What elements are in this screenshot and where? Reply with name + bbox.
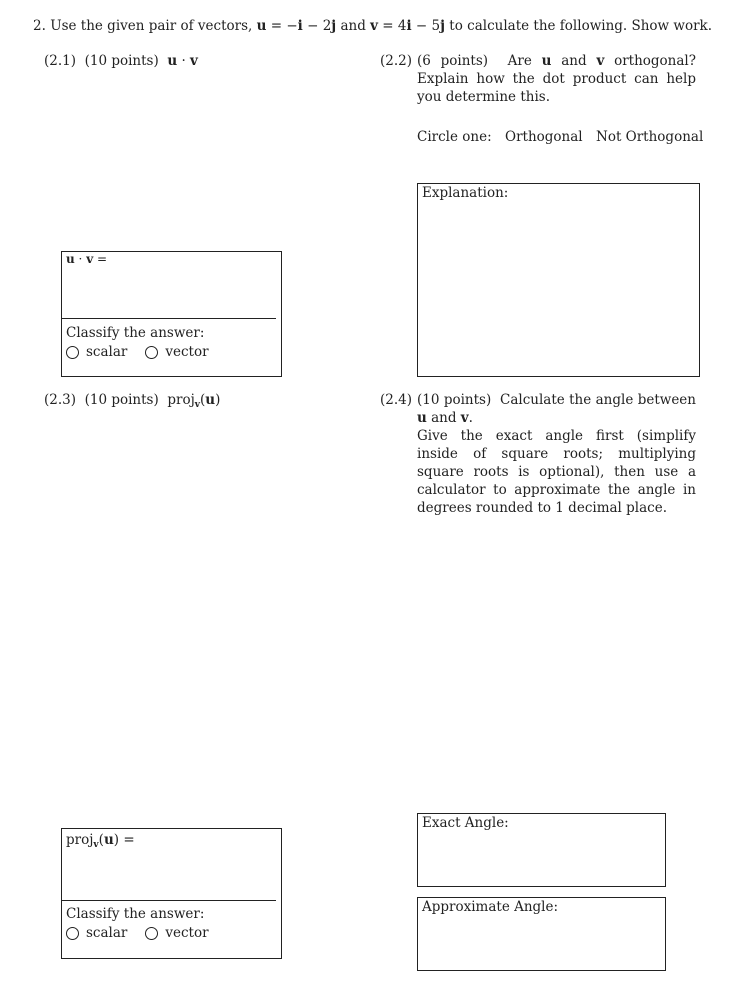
question-text-2: and xyxy=(551,53,597,69)
dot-symbol: · xyxy=(74,252,87,266)
and-word: and xyxy=(336,18,371,34)
part-2-2-number: (2.2) xyxy=(380,53,413,69)
classify-options xyxy=(66,925,209,941)
part-2-4-question xyxy=(417,391,696,427)
proj-text: proj xyxy=(167,392,195,408)
part-points: (10 points) xyxy=(84,392,159,408)
scalar-label: scalar xyxy=(86,344,128,360)
exact-angle-box[interactable] xyxy=(417,813,666,887)
part-2-1-heading xyxy=(44,53,198,69)
exact-angle-label: Exact Angle: xyxy=(422,815,509,831)
equals-sign: = xyxy=(266,18,287,34)
part-points: (10 points) xyxy=(84,53,159,69)
projection-box-label: proj$_v$(u) = xyxy=(66,832,135,850)
question-prefix: Use the given pair of vectors, xyxy=(50,18,253,34)
u-component-2: − 2 xyxy=(302,18,332,34)
orthogonal-option[interactable]: Orthogonal xyxy=(505,129,583,145)
question-text-1: Calculate the angle between xyxy=(500,392,696,408)
part-points: (10 points) xyxy=(417,392,492,408)
v-symbol: v xyxy=(86,252,94,266)
part-2-4-instructions: Give the exact angle first (simplify inside of square roots; multiplying square roots is optional), then use a calculator to approximate the angle in degrees rounded to 1 decimal place. xyxy=(417,428,696,516)
not-orthogonal-option[interactable]: Not Orthogonal xyxy=(596,129,704,145)
answer-divider xyxy=(62,318,276,319)
dot-product-answer-box[interactable] xyxy=(61,251,282,377)
approximate-angle-label: Approximate Angle: xyxy=(422,899,559,915)
u-symbol: u xyxy=(103,832,114,848)
v-component-1: 4 xyxy=(397,18,407,34)
u-symbol: u xyxy=(205,392,216,408)
classify-options xyxy=(66,344,209,360)
projection-answer-box[interactable] xyxy=(61,828,282,959)
question-header xyxy=(33,18,712,34)
circle-one-label: Circle one: xyxy=(417,129,492,145)
part-number: (2.1) xyxy=(44,53,77,69)
unit-j-symbol: j xyxy=(331,18,337,34)
vector-v-symbol: v xyxy=(370,18,378,34)
explanation-label: Explanation: xyxy=(422,185,509,201)
scalar-radio[interactable] xyxy=(66,346,79,359)
part-2-2-question xyxy=(417,52,696,106)
equals-sign-2: = xyxy=(378,18,398,34)
v-component-2: − 5 xyxy=(411,18,441,34)
classify-label: Classify the answer: xyxy=(66,906,205,922)
v-symbol: v xyxy=(190,53,198,69)
unit-j-symbol-2: j xyxy=(440,18,446,34)
question-text-3: orthogonal? Explain how the dot product can help you determine this. xyxy=(417,53,696,105)
part-number: (2.3) xyxy=(44,392,77,408)
unit-i-symbol: i xyxy=(297,18,303,34)
part-2-3-heading: (2.3) (10 points) proj$_v$(u) xyxy=(44,392,221,410)
dot-symbol: · xyxy=(177,53,191,69)
approximate-angle-box[interactable] xyxy=(417,897,666,971)
dot-product-box-label xyxy=(66,252,107,266)
u-symbol: u xyxy=(167,53,178,69)
question-text-1: Are xyxy=(507,53,542,69)
vector-label: vector xyxy=(165,925,209,941)
explanation-box[interactable] xyxy=(417,183,700,377)
question-suffix: to calculate the following. Show work. xyxy=(445,18,713,34)
v-symbol: v xyxy=(596,53,605,69)
proj-text: proj xyxy=(66,832,94,848)
proj-subscript-v: v xyxy=(194,400,200,410)
part-points: (6 points) xyxy=(417,53,489,69)
v-symbol: v xyxy=(460,410,469,426)
proj-subscript-v: v xyxy=(93,840,99,850)
u-symbol: u xyxy=(66,252,75,266)
vector-label: vector xyxy=(165,344,209,360)
scalar-radio[interactable] xyxy=(66,927,79,940)
question-number: 2. xyxy=(33,18,46,34)
equals-sign: = xyxy=(93,252,108,266)
vector-radio[interactable] xyxy=(145,927,158,940)
answer-divider xyxy=(62,900,276,901)
part-2-4-number: (2.4) xyxy=(380,392,413,408)
vector-u-symbol: u xyxy=(256,18,267,34)
unit-i-symbol-2: i xyxy=(406,18,412,34)
scalar-label: scalar xyxy=(86,925,128,941)
classify-label: Classify the answer: xyxy=(66,325,205,341)
equals-sign: = xyxy=(119,832,135,848)
u-symbol: u xyxy=(541,53,552,69)
question-text-3: . xyxy=(468,410,473,426)
vector-radio[interactable] xyxy=(145,346,158,359)
question-text-2: and xyxy=(426,410,461,426)
u-component-1: − xyxy=(286,18,298,34)
u-symbol: u xyxy=(417,410,427,426)
